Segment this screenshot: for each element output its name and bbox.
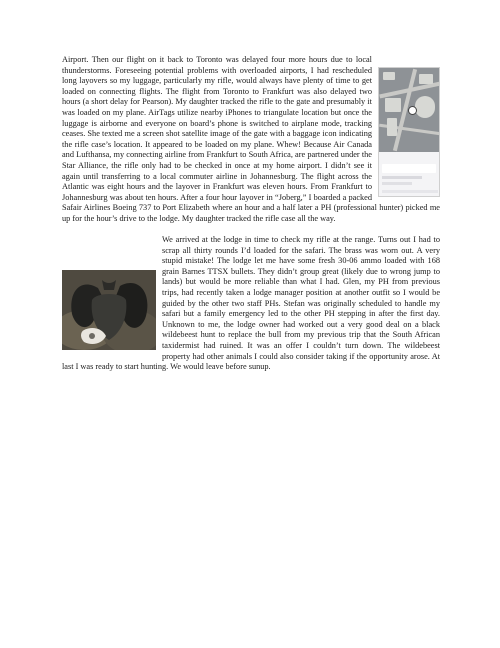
paragraph-2 (62, 235, 440, 373)
paragraph-1 (62, 55, 440, 225)
find-my-panel (379, 152, 440, 197)
wildebeest-skull-photo (62, 270, 156, 350)
body-text (62, 55, 440, 373)
satellite-image (379, 68, 440, 152)
paragraph-1-text: Airport. Then our flight on it back to Toronto was delayed four more hours due to local thunderstorms. Foreseeing potential problems with overloaded airports, I had rescheduled long layovers so my luggage, particularly my rifle, would always have plenty of time to get loaded on connecting flights. The flight from Toronto to Frankfurt was also delayed two hours (a short delay for Pearson). My daughter tracked the rifle to the gate and presumably it was loaded on my plane. AirTags utilize nearby iPhones to triangulate location but once the luggage is airborne and everyone on board’s phone is switched to airplane mode, tracking ceases. She texted me a screen shot satellite image of the gate with a baggage icon indicating the rifle case’s location. It appeared to be loaded on my plane. Whew! Because Air Canada and Lufthansa, my connecting airline from Frankfurt to South Africa, are partnered under the Star Alliance, the rifle only had to be checked in once at my home airport. I didn’t see it again until transferring to a local commuter airline in Johannesburg. The flight across the Atlantic was eight hours and the layover in Frankfurt was eleven hours. From Frankfurt to Johannesburg was about ten hours. After a four hour layover in “Joberg,” I boarded a packed Safair Airlines Boeing 737 to Port Elizabeth where an hour and a half later a PH (professional hunter) picked me up for the hour’s drive to the lodge. My daughter tracked the rifle case all the way. (62, 55, 440, 223)
paragraph-2-text: We arrived at the lodge in time to check my rifle at the range. Turns out I had to scrap all thirty rounds I’d loaded for the safari. The brass was worn out. A very stupid mistake! The lodge let me have some fresh 30-06 ammo loaded with 168 grain Barnes TTSX bullets. They didn’t group great (likely due to wrong jump to lands) but would be more reliable than what I had. Glen, my PH from previous trips, had recently taken a lodge manager position at another outfit so I would be guided by the other two staff PHs. Stefan was originally scheduled to handle my safari but a family emergency led to the other PH stepping in after the first day. Unknown to me, the lodge owner had worked out a very good deal on a black wildebeest hunt to replace the bull from my previous trip that the South African taxidermist had ruined. It was an offer I couldn’t turn down. The wildebeest property had other animals I could also consider taking if the opportunity arose. At last I was ready to start hunting. We would leave before sunup. (62, 235, 440, 372)
map-frame (378, 67, 440, 197)
baggage-location-icon (408, 106, 417, 115)
satellite-map-screenshot (378, 67, 440, 197)
